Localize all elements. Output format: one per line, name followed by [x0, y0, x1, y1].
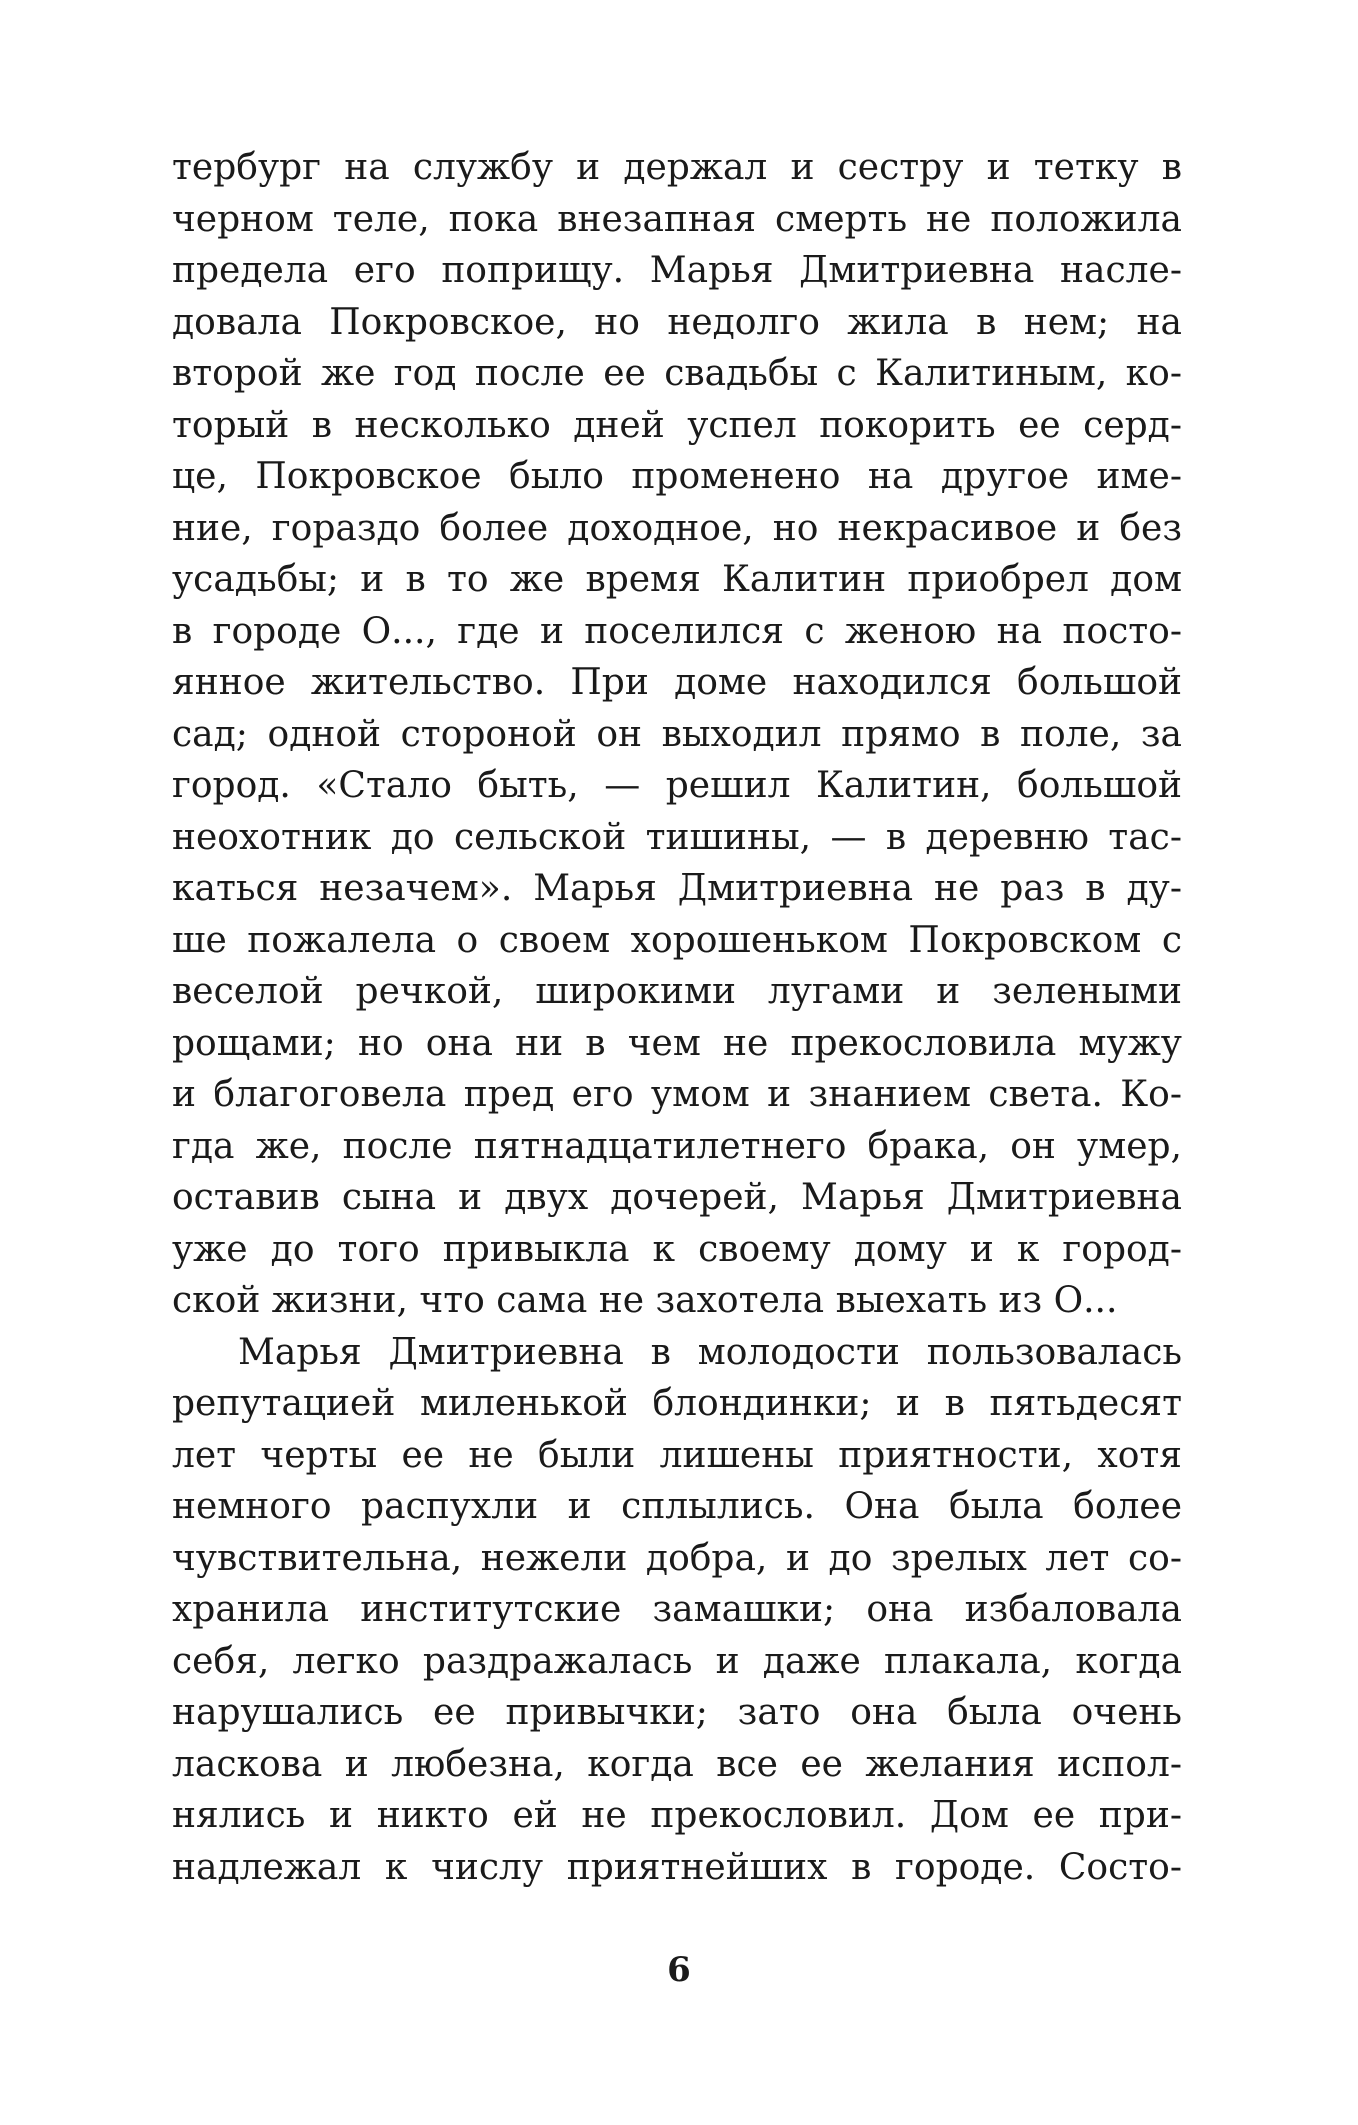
- text-line: предела его поприщу. Марья Дмитриевна насле-: [172, 250, 1182, 291]
- text-line: довала Покровское, но недолго жила в нем; на: [172, 301, 1182, 343]
- page-text: [172, 142, 1182, 1893]
- text-line: второй же год после ее свадьбы с Калитиным, ко-: [172, 353, 1182, 394]
- text-line: нялись и никто ей не прекословил. Дом ее при-: [172, 1795, 1182, 1836]
- text-line: лет черты ее не были лишены приятности, хотя: [172, 1434, 1182, 1476]
- text-line: надлежал к числу приятнейших в городе. Состо-: [172, 1846, 1182, 1888]
- text-line: репутацией миленькой блондинки; и в пятьдесят: [172, 1383, 1182, 1424]
- text-line: хранила институтские замашки; она избаловала: [172, 1589, 1182, 1630]
- text-line: Марья Дмитриевна в молодости пользовалась: [238, 1331, 1182, 1373]
- text-line: город. «Стало быть, — решил Калитин, большой: [172, 765, 1182, 806]
- text-line: чувствительна, нежели добра, и до зрелых лет со-: [172, 1537, 1182, 1579]
- text-line: и благоговела пред его умом и знанием света. Ко-: [172, 1074, 1182, 1115]
- text-line: каться незачем». Марья Дмитриевна не раз в ду-: [172, 868, 1182, 909]
- text-line: гда же, после пятнадцатилетнего брака, он умер,: [172, 1125, 1182, 1167]
- text-line: веселой речкой, широкими лугами и зелеными: [172, 971, 1182, 1012]
- text-line: немного распухли и сплылись. Она была более: [172, 1486, 1182, 1527]
- text-line: черном теле, пока внезапная смерть не положила: [172, 198, 1182, 240]
- text-line: тербург на службу и держал и сестру и тетку в: [172, 147, 1182, 188]
- text-line: ние, гораздо более доходное, но некрасивое и без: [172, 507, 1182, 549]
- text-line: ше пожалела о своем хорошеньком Покровском с: [172, 919, 1182, 961]
- text-line: торый в несколько дней успел покорить ее серд-: [172, 404, 1182, 446]
- text-line: уже до того привыкла к своему дому и к город-: [172, 1228, 1182, 1270]
- text-line: ласкова и любезна, когда все ее желания испол-: [172, 1743, 1182, 1785]
- paragraph-2: [172, 1327, 1182, 1894]
- text-line: неохотник до сельской тишины, — в деревню тас-: [172, 816, 1182, 858]
- text-line: це, Покровское было променено на другое име-: [172, 456, 1182, 497]
- text-line: нарушались ее привычки; зато она была очень: [172, 1692, 1182, 1733]
- text-line: рощами; но она ни в чем не прекословила мужу: [172, 1022, 1182, 1064]
- page-number: 6: [667, 1950, 691, 1990]
- text-line: усадьбы; и в то же время Калитин приобрел дом: [172, 559, 1182, 600]
- text-line: оставив сына и двух дочерей, Марья Дмитриевна: [172, 1177, 1182, 1218]
- text-line: в городе О..., где и поселился с женою на посто-: [172, 610, 1182, 652]
- text-line: себя, легко раздражалась и даже плакала, когда: [172, 1640, 1182, 1682]
- paragraph-1: [172, 142, 1182, 1327]
- text-line: янное жительство. При доме находился большой: [172, 662, 1182, 703]
- text-line: ской жизни, что сама не захотела выехать из О...: [172, 1280, 1118, 1321]
- text-line: сад; одной стороной он выходил прямо в поле, за: [172, 713, 1182, 755]
